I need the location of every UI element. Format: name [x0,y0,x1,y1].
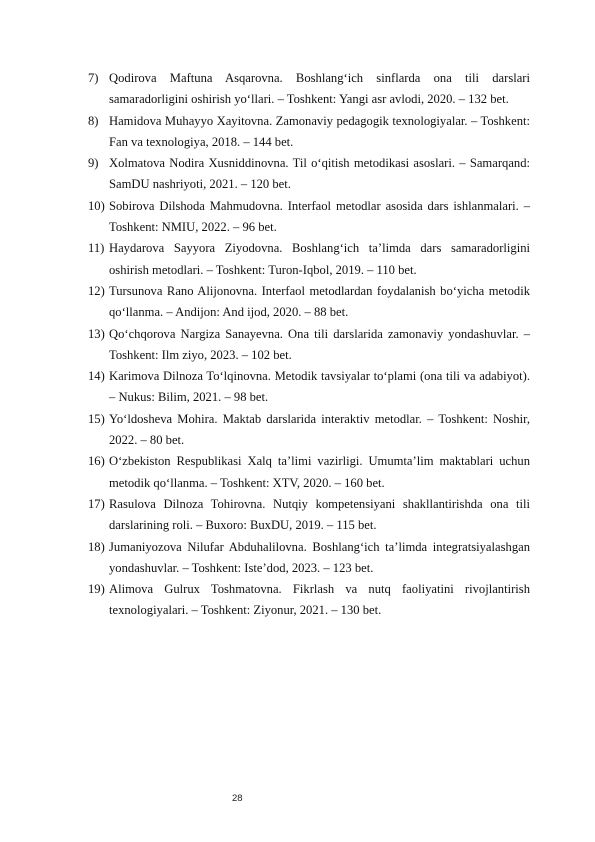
reference-number: 15) [88,411,105,426]
reference-text: Xolmatova Nodira Xusniddinovna. Til o‘qitish metodikasi asoslari. – Samarqand: SamDU nashriyoti, 2021. – 120 bet. [109,156,530,192]
reference-item [88,324,530,367]
reference-number: 10) [88,198,105,213]
reference-number: 19) [88,582,105,597]
reference-text: Sobirova Dilshoda Mahmudovna. Interfaol metodlar asosida dars ishlanmalari. – Toshkent: NMIU, 2022. – 96 bet. [109,198,530,235]
reference-number: 18) [88,539,105,554]
reference-item [88,196,530,239]
reference-number: 9) [88,156,99,171]
reference-number: 13) [88,326,105,341]
reference-text: Rasulova Dilnoza Tohirovna. Nutqiy kompetensiyani shakllantirishda ona tili darslarining roli. – Buxoro: BuxDU, 2019. – 115 bet. [109,496,530,533]
reference-text: Tursunova Rano Alijonovna. Interfaol metodlardan foydalanish bo‘yicha metodik qo‘llanma. – Andijon: And ijod, 2020. – 88 bet. [109,283,530,320]
reference-item [88,111,530,154]
reference-item [88,537,530,580]
reference-text: O‘zbekiston Respublikasi Xalq ta’limi vazirligi. Umumta’lim maktablari uchun metodik qo‘llanma. – Toshkent: XTV, 2020. – 160 bet. [109,454,530,490]
reference-text: Karimova Dilnoza To‘lqinovna. Metodik tavsiyalar to‘plami (ona tili va adabiyot). – Nukus: Bilim, 2021. – 98 bet. [109,369,530,405]
reference-number: 12) [88,283,105,298]
reference-item [88,68,530,111]
reference-text: Hamidova Muhayyo Xayitovna. Zamonaviy pedagogik texnologiyalar. – Toshkent: Fan va texnologiya, 2018. – 144 bet. [109,113,530,149]
reference-number: 14) [88,369,105,384]
reference-number: 17) [88,496,105,511]
reference-item [88,366,530,409]
reference-text: Qo‘chqorova Nargiza Sanayevna. Ona tili darslarida zamonaviy yondashuvlar. – Toshkent: Ilm ziyo, 2023. – 102 bet. [109,326,530,362]
reference-item [88,409,530,452]
reference-text: Haydarova Sayyora Ziyodovna. Boshlang‘ich ta’limda dars samaradorligini oshirish metodlari. – Toshkent: Turon-Iqbol, 2019. – 110 bet. [109,241,530,277]
reference-number: 8) [88,113,99,128]
reference-item [88,153,530,196]
reference-item [88,281,530,324]
reference-item [88,451,530,494]
reference-list [88,68,530,622]
reference-text: Yo‘ldosheva Mohira. Maktab darslarida interaktiv metodlar. – Toshkent: Noshir, 2022. – 80 bet. [109,411,530,448]
reference-text: Jumaniyozova Nilufar Abduhalilovna. Boshlang‘ich ta’limda integratsiyalashgan yondashuvlar. – Toshkent: Iste’dod, 2023. – 123 bet. [109,539,530,575]
reference-item [88,238,530,281]
reference-item [88,579,530,622]
reference-number: 11) [88,241,105,256]
page-number: 28 [232,793,243,804]
reference-number: 7) [88,71,99,85]
reference-text: Qodirova Maftuna Asqarovna. Boshlang‘ich sinflarda ona tili darslari samaradorligini oshirish yo‘llari. – Toshkent: Yangi asr avlodi, 2020. – 132 bet. [109,71,530,107]
reference-item [88,494,530,537]
reference-text: Alimova Gulrux Toshmatovna. Fikrlash va nutq faoliyatini rivojlantirish texnologiyalari. – Toshkent: Ziyonur, 2021. – 130 bet. [109,582,530,618]
reference-number: 16) [88,454,105,469]
